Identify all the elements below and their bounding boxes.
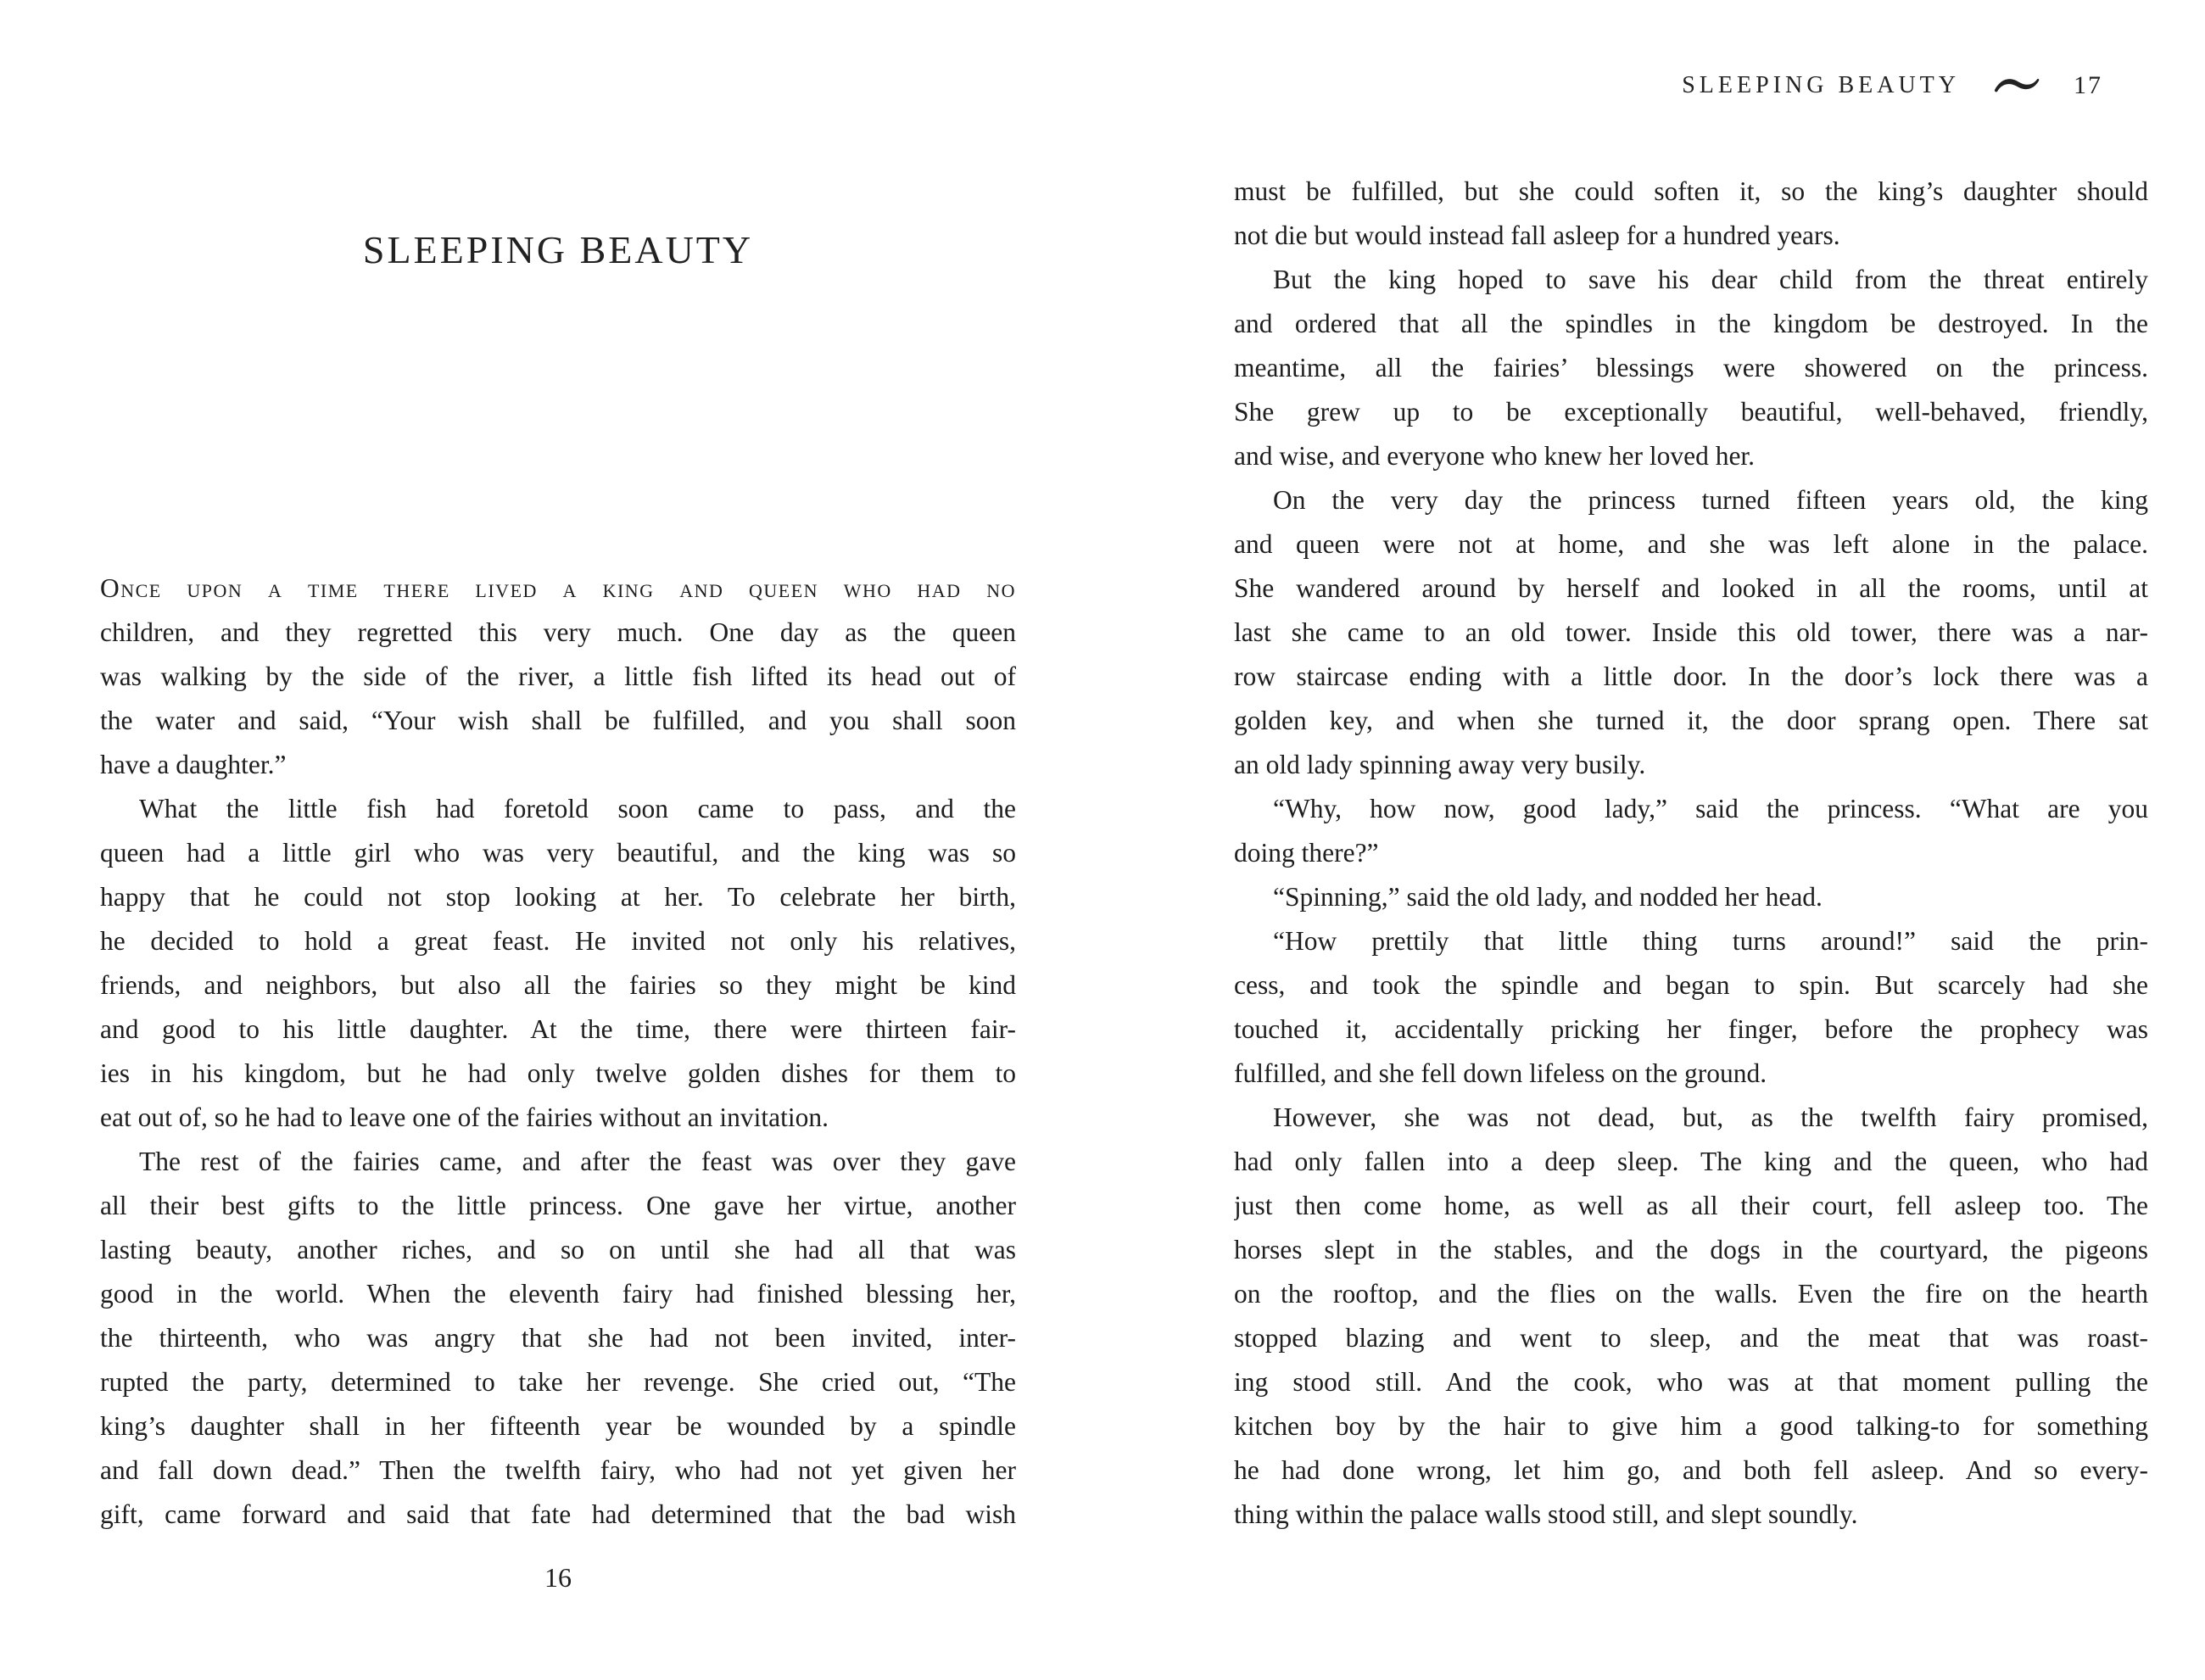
text-line: thing within the palace walls stood still, and slept soundly. (1234, 1499, 1858, 1529)
text-line: last she came to an old tower. Inside this old tower, there was a nar- (1234, 617, 2148, 647)
text-line: the thirteenth, who was angry that she had not been invited, inter- (100, 1323, 1016, 1353)
text-line: had only fallen into a deep sleep. The king and the queen, who had (1234, 1147, 2148, 1176)
text-line: The rest of the fairies came, and after the feast was over they gave (139, 1147, 1016, 1176)
text-line: happy that he could not stop looking at her. To celebrate her birth, (100, 882, 1016, 912)
running-header-title: SLEEPING BEAUTY (1682, 72, 1960, 98)
text-line: She wandered around by herself and looked in all the rooms, until at (1234, 573, 2148, 603)
text-line: and ordered that all the spindles in the kingdom be destroyed. In the (1234, 309, 2148, 338)
text-line: “Why, how now, good lady,” said the princess. “What are you (1273, 794, 2148, 823)
text-line: row staircase ending with a little door. In the door’s lock there was a (1234, 661, 2148, 691)
text-line: was walking by the side of the river, a little fish lifted its head out of (100, 661, 1016, 691)
chapter-title: SLEEPING BEAUTY (362, 228, 754, 271)
text-line: rupted the party, determined to take her revenge. She cried out, “The (100, 1367, 1016, 1397)
text-line: “How prettily that little thing turns around!” said the prin- (1273, 926, 2148, 956)
text-line: Once upon a time there lived a king and queen who had no (100, 573, 1016, 603)
text-line: and wise, and everyone who knew her loved her. (1234, 441, 1756, 471)
text-line: But the king hoped to save his dear child from the threat entirely (1273, 265, 2148, 294)
left-page-text (100, 567, 1016, 1537)
text-line: She grew up to be exceptionally beautiful, well-behaved, friendly, (1234, 397, 2148, 427)
text-line: “Spinning,” said the old lady, and nodded her head. (1273, 882, 1823, 912)
text-line: eat out of, so he had to leave one of the fairies without an invitation. (100, 1102, 829, 1132)
text-line: fulfilled, and she fell down lifeless on the ground. (1234, 1058, 1767, 1088)
text-line: must be fulfilled, but she could soften it, so the king’s daughter should (1234, 176, 2148, 206)
text-line: gift, came forward and said that fate had determined that the bad wish (100, 1499, 1016, 1529)
text-line: doing there?” (1234, 838, 1379, 868)
text-line: golden key, and when she turned it, the door sprang open. There sat (1234, 706, 2148, 735)
text-line: queen had a little girl who was very beautiful, and the king was so (100, 838, 1016, 868)
text-line: What the little fish had foretold soon came to pass, and the (139, 794, 1016, 823)
swash-ornament-icon (1992, 75, 2041, 97)
text-line: the water and said, “Your wish shall be fulfilled, and you shall soon (100, 706, 1016, 735)
left-page (0, 0, 1102, 1680)
text-line: all their best gifts to the little princess. One gave her virtue, another (100, 1191, 1016, 1220)
text-line: ies in his kingdom, but he had only twelve golden dishes for them to (100, 1058, 1016, 1088)
text-line: king’s daughter shall in her fifteenth year be wounded by a spindle (100, 1411, 1016, 1441)
text-line: and queen were not at home, and she was left alone in the palace. (1234, 529, 2148, 559)
text-line: kitchen boy by the hair to give him a good talking-to for something (1234, 1411, 2148, 1441)
text-line: he had done wrong, let him go, and both fell asleep. And so every- (1234, 1455, 2148, 1485)
right-page-text (1234, 170, 2148, 1537)
text-line: cess, and took the spindle and began to spin. But scarcely had she (1234, 970, 2148, 1000)
text-line: friends, and neighbors, but also all the fairies so they might be kind (100, 970, 1016, 1000)
text-line: good in the world. When the eleventh fairy had finished blessing her, (100, 1279, 1016, 1309)
text-line: horses slept in the stables, and the dogs in the courtyard, the pigeons (1234, 1235, 2148, 1264)
left-page-number: 16 (544, 1562, 572, 1593)
text-line: However, she was not dead, but, as the twelfth fairy promised, (1273, 1102, 2148, 1132)
right-page-number: 17 (2074, 71, 2102, 99)
text-line: not die but would instead fall asleep for a hundred years. (1234, 220, 1840, 250)
text-line: lasting beauty, another riches, and so on until she had all that was (100, 1235, 1016, 1264)
text-line: On the very day the princess turned fifteen years old, the king (1273, 485, 2148, 515)
text-line: stopped blazing and went to sleep, and the meat that was roast- (1234, 1323, 2148, 1353)
text-line: touched it, accidentally pricking her finger, before the prophecy was (1234, 1014, 2148, 1044)
text-line: have a daughter.” (100, 750, 287, 779)
text-line: meantime, all the fairies’ blessings were showered on the princess. (1234, 353, 2148, 382)
text-line: an old lady spinning away very busily. (1234, 750, 1646, 779)
right-page (1102, 0, 2205, 1680)
text-line: he decided to hold a great feast. He invited not only his relatives, (100, 926, 1016, 956)
text-line: just then come home, as well as all their court, fell asleep too. The (1234, 1191, 2148, 1220)
text-line: children, and they regretted this very much. One day as the queen (100, 617, 1016, 647)
running-header (1234, 71, 2148, 100)
text-line: on the rooftop, and the flies on the walls. Even the fire on the hearth (1234, 1279, 2148, 1309)
text-line: and fall down dead.” Then the twelfth fairy, who had not yet given her (100, 1455, 1016, 1485)
text-line: ing stood still. And the cook, who was at that moment pulling the (1234, 1367, 2148, 1397)
text-line: and good to his little daughter. At the time, there were thirteen fair- (100, 1014, 1016, 1044)
